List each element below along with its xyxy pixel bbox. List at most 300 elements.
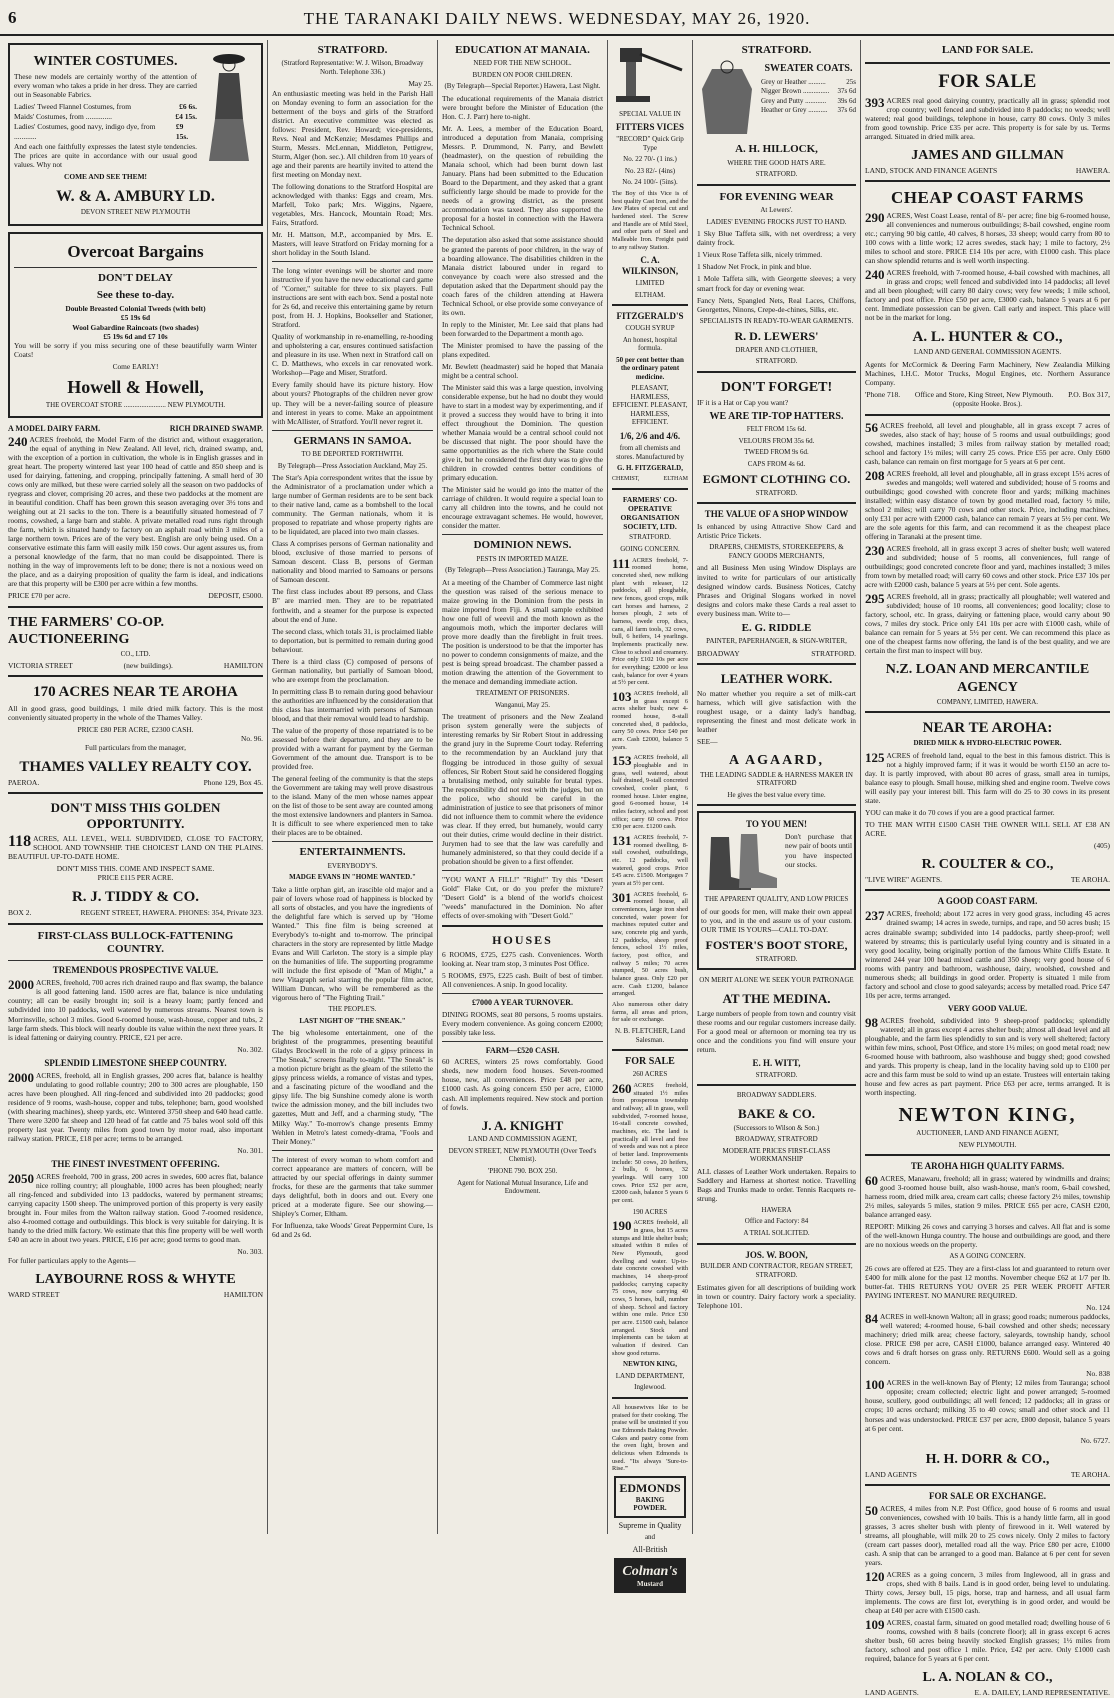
text-firm: A. L. HUNTER & CO.,	[912, 329, 1063, 346]
text-head3: THE FINEST INVESTMENT OFFERING.	[51, 1158, 220, 1169]
text-line: ON MERIT ALONE WE SEEK YOUR PATRONAGE	[699, 976, 854, 985]
text-p2: The treatment of prisoners and the New Zealand prison system generally were the subjects of interesting remarks by Sir Robert Stout in addressing the grand jury in the Supreme Court today. Referring to the recommendation by an Auckland jury that flogging be introduced in those guilty of sexual offences, Sir Robert Stout said he considered flogging a brutalising method, only suitable for brutal types. The responsibility did not rest with the judges, but on the police, who should be careful in the administration of justice to see that prisoners of minor did not influence them to commit where the evidence was clear. If they erred, but humanely, would carry out their duties, crime would decline in their district. Jurymen had to see that the law was carefully and humanely administered, so that they could decide if a probation should be given to a first offender.	[442, 712, 603, 866]
text-lead2: 120	[865, 1569, 885, 1584]
text-lead5: 301	[612, 889, 632, 905]
text-town: STRATFORD.	[755, 488, 798, 497]
text-text: of our goods for men, will make their own appeal to you, and in the end assure us of your custom. OUR TIME IS YOURS—CALL TO-DAY.	[701, 906, 852, 935]
text-title: SWEATER COATS.	[764, 63, 853, 75]
text-town: HAMILTON	[223, 1290, 263, 1300]
text-heading: £7000 A YEAR TURNOVER.	[472, 997, 573, 1007]
text-text: ACRES, freehold; about 172 acres in very good grass, including 45 acres drained swamp; 14 acres in swede, turnips, and rape, and 50 acres bush; 15 acres drainable swamp; subdivided into 14 paddocks, partly sheep-proof; well watered by streams; this is particularly useful lying country and is situated in a very good locality, being originally portion of the famous White Cliffs Estate. It wintered 244 year 100 head mixed cattle and 350 sheep; very good house of 6 rooms with pantry and bathroom, washhouse, dairy, woolshed, cowshed and numerous sheds; all buildings in good order. Property is situated 1 mile from factory and school and close to good saleyards; access by metalled road. Price £47 10s per acre, terms arranged.	[865, 909, 1110, 1000]
text-text: Estimates given for all descriptions of building work in town or country. Dairy factory work a speciality. Telephone 101.	[697, 1282, 856, 1310]
text-sub2: TREATMENT OF PRISONERS.	[475, 689, 570, 698]
text-title: DON'T MISS THIS GOLDEN OPPORTUNITY.	[50, 800, 221, 832]
text-text1: ACRES, West Coast Lease, rental of 8/- per acre; fine big 6-roomed house, all conveniences and numerous outbuildings; 8-bail cowshed, engine room etc.; carrying 90 big cattle, 40 calves, 8 horses, 33 sheep; would carry from 80 to 100 cows with a little work; 12 acres swedes, stack hay; 1 mile to factory, 2½ miles to school and store. PRICE £14 10s per acre, with £1000 cash. This place can show splendid returns and is well worth inspecting.	[865, 210, 1110, 265]
text-text: All housewives like to be praised for their cooking. The praise will be unstinted if you use Edmonds Baking Powder. Cakes and pastry come from the oven light, brown and delicious when Edmonds is used. "Its always 'Sure-to-Rise.'"	[612, 1403, 688, 1473]
text-lead2: 190	[612, 1218, 632, 1234]
text-name: Ladies' Tweed Flannel Costumes, from	[14, 102, 132, 112]
text-logo2: BAKING POWDER.	[633, 1495, 667, 1513]
winter-costumes-ad	[8, 43, 263, 226]
text-cta: DON'T MISS THIS. COME AND INSPECT SAME.	[56, 864, 215, 874]
text-lead1: 56	[865, 419, 878, 435]
text-name: Maids' Costumes, from ..............	[14, 112, 113, 122]
text-street: WARD STREET	[8, 1290, 60, 1300]
overcoat-price: £5 19s 6d	[120, 313, 151, 323]
howell-firm: Howell & Howell,	[67, 376, 204, 397]
text-lead2: 240	[865, 266, 885, 282]
text-agent: N. B. FLETCHER, Land Salesman.	[615, 1027, 685, 1044]
text-no2: No. 838	[1086, 1369, 1110, 1379]
vice-illustration-icon	[612, 40, 687, 106]
text-opp: (opposite Hooke. Bros.).	[952, 400, 1023, 409]
text-sub3: LAND DEPARTMENT,	[615, 1371, 685, 1380]
text-phone: 'PHONE 790. BOX 250.	[487, 1167, 558, 1176]
winter-note: And each one faithfully expresses the latest style tendencies. The prices are quite in accordance with our usual good values. Why not	[14, 141, 197, 169]
text-p1: The Star's Apia correspondent writes that the issue by the Administrator of a proclamation under which a large number of German residents are to be sent back to their native land, came as a bombshell to the local community. The German nationals, whom it is proposed to repatriate and whose property rights are to be liquidated, are placed into two main classes.	[272, 473, 433, 537]
text-text1: ACRES, 4 miles from N.P. Post Office, good house of 6 rooms and usual conveniences, cowshed with 10 bails. This is a handy little farm, all in good grasses, 3 acres shelter bush with plenty of firewood in it. Well watered by streams, all ploughable, will milk 20 to 25 cows nicely. Only 2 miles to factory (cream cart passes door), metalled road all the way. Price £80 per acre, £1000 cash. A snip that can be arranged to a good man. Balance at 6 per cent for seven years.	[865, 1503, 1110, 1567]
land-for-sale-heading: LAND FOR SALE.	[941, 44, 1034, 56]
text-text: ACRES freehold, the Model Farm of the district and, without exaggeration, the equal of anything in New Zealand. All level, rich, drained swamp, and, with the exception of a portion in cultivation, the whole is in English grasses and in great heart. The property wintered last year 100 head of cattle and 850 sheep and is used for dairying, fattening, and cropping, principally fattening. A small herd of 30 cows only are milked, but these were carried solely all the season on two paddocks of ryegrass and clover, comprising 20 acres, and these two paddocks at the moment are in beautiful condition. Chaff has been grown this season averaging over 3½ tons and weighing out at 21 sacks to the ton. There is a beautifully situated homestead of 7 rooms, cowshed, a large barn and stable. A private metalled road runs right through the farm, which is situated handy to factory on an asphalt road within 3 miles of a large northern town. Prices are of the very best. English are only being used. On a conservative estimate this farm will easily milk 150 cows. Our agent assures us, from a personal knowledge of the farm, that no man could be disappointed. There is nothing in the way of improvements left to be done; there is not a noxious weed on the place, and as a dairying proposition of quality the farm is ideal, and indications are that this property will be £300 per acre within a few months.	[8, 434, 263, 589]
newspaper-title: THE TARANAKI DAILY NEWS. WEDNESDAY, MAY 26, 1920.	[303, 9, 811, 28]
text-text: 60 ACRES, winters 25 rows comfortably. Good sheds, new modern food houses. Seven-roomed house, new, all conveniences. Price £48 per acre, £1000 cash. As going concern £50 per acre, £1000 cash. All implements required. New stock and portion of fowls.	[442, 1057, 603, 1112]
text-firm: R. D. LEWERS'	[734, 329, 819, 344]
text-heading: HOUSES	[492, 933, 553, 948]
text-firm: A. H. HILLOCK,	[735, 143, 818, 156]
text-sub: BUILDER AND CONTRACTOR, REGAN STREET, STRATFORD.	[700, 1262, 853, 1279]
text-title: A GOOD COAST FARM.	[937, 896, 1038, 907]
text-list: DRAPERS, CHEMISTS, STOREKEEPERS, & FANCY GOODS MERCHANTS,	[709, 543, 844, 560]
text-p7: The Minister said this was a large question, involving considerable expense, but he had no doubt they would have to start in a modest way by experimenting, and if it proved a success they would have to bring it into effect throughout the Dominion. The question whether Manaia would be a central school could not be discussed that night. The poor should have the same opportunities as the rich where the State could give it, but he considered the first duty was to give the children in crowded centres better conditions of primary education.	[442, 382, 603, 483]
text-p3: The first class includes about 89 persons, and Class B" are married men. They are to be repatriated forthwith, and a steamer for the purpose is expected about the end of June.	[272, 587, 433, 624]
text-box: P.O. Box 317,	[1068, 389, 1110, 399]
text-quality: TE AROHA HIGH QUALITY FARMS.	[910, 1161, 1065, 1172]
column-2	[268, 40, 438, 1534]
text-p2: Class A comprises persons of German nationality and blood, exclusive of those married to persons of Samoan descent. Class B, persons of German nationality and blood married to Samoans or persons of Samoan descent.	[272, 539, 433, 585]
text-lead3: 109	[865, 1617, 885, 1633]
text-hawera: HAWERA	[761, 1205, 792, 1214]
ambury-address: DEVON STREET NEW PLYMOUTH	[80, 208, 191, 217]
text-agent: Agent for National Mutual Insurance, Life and Endowment.	[457, 1178, 588, 1196]
howell-address: THE OVERCOAT STORE ........................ NEW PLYMOUTH.	[45, 400, 226, 409]
text-text4: ACRES freehold, 7-roomed dwelling, 8-stall cowshed, outbuildings, etc. 12 paddocks, well watered, good crops. Price £45 acre. £1500. Mortgages 7 years at 5½ per cent.	[612, 834, 688, 888]
text-title: LEATHER WORK.	[720, 670, 833, 686]
text-p1: 6 ROOMS, £725, £275 cash. Conveniences. Worth looking at. Near tram stop, 3 minutes Post Office.	[442, 949, 603, 968]
overcoat-line2: See these to-day.	[96, 289, 175, 302]
entertainments-heading: ENTERTAINMENTS.	[299, 846, 406, 859]
text-sub: EVERYBODY'S.	[327, 861, 378, 870]
text-text: The Boy of this Vice is of best quality Cast Iron, and the Jaw Plates of special cut and hardened steel. The Screw and Handle are of Mild Steel, and other parts of Steel and Malleable Iron. Freight paid to any railway Station.	[612, 189, 688, 251]
text-no1: No. 124	[1086, 1303, 1110, 1313]
text-p8: The general feeling of the community is that the steps the Government are taking may well prove disastrous to the island. Many of the men whose names appear on the list of those to be sent away are counted among the most extensive landowners and planters in Samoa. It is difficult to see where experienced men to take their places are to be obtained.	[272, 774, 433, 838]
boots-illustration-icon	[701, 832, 781, 894]
text-name: Heather or Grey ...........	[761, 106, 828, 115]
text-sub: TO BE DEPORTED FORTHWITH.	[301, 450, 404, 458]
text-text2: ACRES freehold, all level and ploughable, all in grass except 15½ acres of swedes and mangolds; well watered and subdivided; house of 5 rooms and outbuildings; good cowshed with concrete floor and yards; milking machines installed; within easy distance of town by good metalled road, factory ½ mile, school 2 miles; will carry 70 cows and other stock. Price, including machines, only £31 per acre with £2000 cash, balance can remain 7 years at 5½ per cent. We are the sole agents for this farm, and can recommend it as the cheapest place offering in Taranaki at the present time.	[865, 468, 1110, 542]
text-firm: E. G. RIDDLE	[741, 621, 812, 634]
bullock-country-ad	[8, 930, 263, 1300]
text-p1: Take a little orphan girl, an irascible old major and a pair of lovers whose road of happiness is blocked by all sorts of obstacles, and you have the ingredients of the delightful fare which is served up by "Home Wanted." This fine film is being screened at Everybody's to-night and to-morrow. The principal characters in the story are represented by little Madge Evans and Will Carleton. The story is a simple play on the humanities of life. The supporting programme will include the first episode of "Man of Might," a new Vitagraph serial starring the popular film actor, William Duncan, who will be remembered as the vigorous hero of "The Fighting Trail."	[272, 884, 433, 1003]
text-lead: 125	[865, 749, 885, 765]
text-town: ELTHAM.	[634, 290, 666, 299]
text-sub: PESTS IN IMPORTED MAIZE.	[476, 554, 569, 563]
text-p1: At a meeting of the Chamber of Commerce last night the question was raised of the serious menace to maize growing in the Dominion from the pests in maize imported from Fiji. A small sample exhibited how one full of weevil and the moth known as the angoumois moth, which the importer declares will prove more deadly than the fireblight in fruit trees. The position is understood to be that the importer has no power to condemn consignments of maize, and the pest is being spread broadcast. The chamber passed a motion drawing the attention of the Government to the menace and demanding immediate action.	[442, 577, 603, 687]
text-name: Grey and Putty ............	[761, 96, 827, 105]
text-street: BROADWAY	[697, 648, 740, 658]
text-text2: ACRES freehold, all in grass, but 15 acres stumps and little shelter bush; situated within 8 miles of New Plymouth, good dwelling and water. Up-to-date concrete cowshed with machines, 14 sheep-proof paddocks; carrying capacity 75 cows, now carrying 40 cows, 5 horses, bull, number of sheep. School and factory within one mile. Price £30 per acre. £1500 cash, balance arranged. Stock and implements can be taken at valuation if desired. Can show good returns.	[612, 1219, 688, 1357]
text-street: CHEMIST,	[612, 475, 640, 482]
text-office: Office and Factory: 84	[744, 1217, 809, 1226]
text-deposit: DEPOSIT, £5000.	[208, 591, 263, 601]
text-phone: 'Phone 718.	[865, 389, 901, 399]
text-agents: Agents for McCormick & Deering Farm Machinery, New Zealandia Milking Machines, I.H.C. Motor Trucks, Mogul Engines, etc. Northern Assurance Company.	[865, 359, 1110, 387]
overcoat-ad	[8, 232, 263, 418]
text-text: ACRES real good dairying country, practically all in grass; splendid root crop country; well fenced and subdivided into 8 paddocks; no weeds; well watered; real good buildings, telephone in house, carry 80 cows. Only 3 miles from good township. Price £35 per acre. This property is for sale by us. Terms arranged. Situated in dried milk area.	[865, 95, 1110, 141]
text-text: ACRES freehold, 7-roomed home, concreted shed, new milking plant with releaser, 12 paddocks, all ploughable, new fences, good crops, milk cart horses and harness, 2 horses plough, 2 sets of harness, swede crop, discs, cans, all farm tools, 32 cows, bull, 6 heifers, 14 yearlings. Implements practically new. Close to school and creamery. Price only £102 10s per acre for everything; £2000 or less cash, balance for over 4 years at 5½ per cent.	[612, 556, 688, 687]
text-town: Inglewood.	[634, 1383, 666, 1392]
text-firm: R. COULTER & CO.,	[921, 857, 1054, 873]
text-town: TE AROHA.	[1070, 875, 1110, 885]
text-firm: JOS. W. BOON,	[745, 1249, 808, 1260]
text-lead1: 50	[865, 1502, 878, 1518]
te-aroha-170-ad	[8, 683, 263, 787]
overcoat-note: You will be sorry if you miss securing one of these beautifully warm Winter Coats!	[14, 340, 257, 359]
text-rep: E. A. DAILEY, LAND REPRESENTATIVE.	[974, 1688, 1110, 1698]
samoa-heading: GERMANS IN SAMOA.	[293, 434, 412, 447]
text-lead3: 100	[865, 1377, 885, 1393]
text-i3: 1 Shadow Net Frock, in pink and blue.	[697, 262, 812, 272]
text-text: Large numbers of people from town and country visit these rooms and our regular customers increase daily. For a good meal or afternoon or morning tea try us once and the conditions you find will ensure your return.	[697, 1008, 856, 1054]
text-name: Ladies' Costumes, good navy, indigo dye, from ............	[14, 122, 156, 141]
ambury-firm: W. & A. AMBURY LD.	[56, 187, 215, 205]
text-p7: The value of the property of those repatriated is to be assessed before their departure, and they are to be provided with a warrant for payment by the German Government of the amount due. Transport is to be provided free.	[272, 725, 433, 771]
page-number: 6	[8, 8, 17, 27]
text-no: (405)	[1093, 841, 1110, 851]
text-no3: No. 303.	[237, 1247, 263, 1257]
text-title: FARMERS' CO-OPERATIVE ORGANISATION SOCIETY, LTD.	[620, 494, 680, 532]
text-text: ACRES of freehold land, equal to the best in this famous district. This is not a highly improved farm; if it was it would be worth £150 an acre to-day. It is partly improved, with about 80 acres of grass, small area in turnips, balance easy to plough. Small house, milking shed and engine room. Twelve cows will easily pay your interest bill. This farm will do 25 to 30 cows in its present state.	[865, 750, 1110, 806]
column-3	[438, 40, 608, 1534]
overcoat-line1: DON'T DELAY	[98, 271, 173, 284]
winter-intro: These new models are certainly worthy of the attention of every woman who takes a pride in her dress. They are carried out in Seasonable Fabrics.	[14, 72, 197, 100]
text-line: (Successors to Wilson & Son.)	[733, 1123, 820, 1132]
text-town2: TE AROHA.	[1070, 1469, 1110, 1479]
text-firm: A AGAARD,	[728, 752, 824, 768]
text-lead: 237	[865, 908, 885, 924]
text-lead: 118	[8, 833, 32, 851]
overcoat-cta: Come EARLY!	[112, 361, 159, 371]
text-name: Grey or Heather ..........	[761, 77, 826, 86]
text-text: Is enhanced by using Attractive Show Card and Artistic Price Tickets.	[697, 522, 856, 541]
text-office: Office and Store, King Street, New Plymouth.	[914, 389, 1054, 399]
text-p4: The long winter evenings will be shorter and more instructive if you have the new educational card game of "Corner," suitable for three to six players. Full instructions are sent with each box. Send a postal note for 2s 6d, and receive this entertaining game by return post, from H. J. Hopkins, Bookseller and Stationer, Stratford.	[272, 266, 433, 330]
text-i4: 1 Mole Taffeta silk, with Georgette sleeves; a very smart frock for day or evening wear.	[697, 274, 856, 293]
text-lead: 240	[8, 433, 28, 449]
text-town: HAMILTON	[223, 661, 263, 671]
text-text: "YOU WANT A FILL!" "Right!" Try this "Desert Gold" Flake Cut, or do you prefer the mixture? "Desert Gold" is a blend of the world's choicest "weeds" manufactured in the Dominion. No after effects of over-smoking with "Desert Gold."	[442, 874, 603, 920]
text-text3: ACRES freehold, 700 in grass, 200 acres in swedes, 600 acres flat, balance nice rolling country; all ploughable, 1000 acres has been ploughed; nearly all ring-fenced and subdivided into 13 paddocks, watered by permanent streams; carrying capacity 1500 sheep. The unimproved portion of this property is very easily brought in. Four miles from the Walton railway station. Good 7-roomed residence, also 4-roomed cottage and outbuildings. This block is very suitable for dairying. It is handy to the dried milk factory. We estimate that this fine property will be well worth £40 an acre in about two years. PRICE, £16 per acre; good terms to good man.	[8, 1171, 263, 1245]
text-firm: JAMES AND GILLMAN	[911, 147, 1064, 163]
text-sub: BROADWAY SADDLERS.	[736, 1091, 817, 1100]
text-title: FOR SALE OR EXCHANGE.	[928, 1490, 1046, 1501]
text-price: 37s 6d	[837, 106, 856, 115]
text-title: FOR SALE	[938, 71, 1037, 93]
text-text2: ACRES in well-known Walton; all in grass; good roads; numerous paddocks, well watered; 4-roomed house, 6-bail cowshed and other sheds; necessary machinery; dried milk area; cheese factory, saleyards, township handy, school close. PRICE £98 per acre, CASH £1000, balance arranged easy. Wintered 40 cows and 6 draft horses on grass only. RETURNS £600. Would sell as a going concern.	[865, 1312, 1110, 1367]
text-i1: 1 Sky Blue Taffeta silk, with net overdress; a very dainty frock.	[697, 229, 856, 248]
text-sub: LAND AND GENERAL COMMISSION AGENTS.	[913, 348, 1062, 357]
text-price: 1/6, 2/6 and 4/6.	[619, 431, 681, 442]
masthead	[0, 0, 1114, 36]
text-p2: Mr. A. Lees, a member of the Education Board, introduced a deputation from Manaia, comprising Messrs. P. Drummond, N. Parry, and Bewlett (headmaster), on the question of rebuilding the Manaia school, which had been burnt down last January. Plans had been submitted to the Education Board to the Department, and they asked that a grant sufficiently large should be made to provide for the needs of a growing district, as the present accommodation was taxed. They also supported the proposal for a hostel in connection with the Hawera Technical School.	[442, 124, 603, 233]
golden-opportunity-ad	[8, 800, 263, 917]
text-firm: L. A. NOLAN & CO.,	[922, 1670, 1053, 1686]
text-sub2: THE PEOPLE'S.	[328, 1005, 377, 1014]
text-side: Don't purchase that new pair of boots until you have inspected our stocks.	[785, 832, 852, 869]
text-text2: and all Business Men using Window Displays are invited to write for particulars of our artistically designed window cards. Business Notices, Catchy Phrases and Original Slogans worked in novel designs and colors make these Cards a real asset to every business man. Write to—	[697, 563, 856, 618]
text-sub: LIMITED	[635, 279, 665, 288]
text-price: £6 6s.	[179, 102, 197, 112]
text-p4: For Influenza, take Woods' Great Peppermint Cure, 1s 6d and 2s 6d.	[272, 1220, 433, 1239]
text-p2: 5 ROOMS, £975, £225 cash. Built of best of timber. All conveniences. A snip. In good locality.	[442, 970, 603, 989]
text-text3: ACRES, coastal farm, situated on good metalled road; dwelling house of 6 rooms, cowshed with 8 bails (concrete floor); all in grass except 6 acres shelter bush, 60 acres being heavily stocked English grasses; 1½ miles from factory, school and post office 1 mile. Price, £42 per acre. Only £1000 cash required, balance for 5 years at 6 per cent.	[865, 1618, 1110, 1664]
text-sub2: BURDEN ON POOR CHILDREN.	[472, 70, 573, 79]
text-sub: DRIED MILK & HYDRO-ELECTRIC POWER.	[913, 739, 1062, 748]
text-line3: All-British	[632, 1544, 668, 1554]
text-price: 37s 6d	[837, 87, 856, 96]
text-byline: (By Telegraph—Special Reporter.) Hawera, Last Night.	[444, 82, 601, 91]
text-special: SPECIALISTS IN READY-TO-WEAR GARMENTS.	[699, 316, 854, 325]
text-town: STRATFORD.	[811, 648, 856, 658]
text-lead2: 84	[865, 1311, 878, 1327]
text-sub: At Lewers'.	[760, 206, 793, 215]
text-i1: FELT FROM 15s 6d.	[746, 425, 807, 434]
text-price: 25s	[846, 77, 856, 86]
text-lead1: 60	[865, 1173, 878, 1189]
text-sub: COMPANY, LIMITED, HAWERA.	[936, 697, 1039, 706]
text-p1: The educational requirements of the Manaia district were brought before the Minister of Education (the Hon. C. J. Parr) here to-night.	[442, 94, 603, 122]
text-p3: The interest of every woman to whom comfort and correct appearance are matters of concern, will be attracted by our special offerings in dainty summer frocks, for these are the garments that take summer days delightful, both in doors and out. Every one priced at a moderate figure. See our showing.—Shipley's Corner, Eltham.	[272, 1154, 433, 1218]
text-price: PRICE £70 per acre.	[8, 591, 71, 601]
text-town: STRATFORD.	[755, 357, 798, 366]
text-p3: PLEASANT, HARMLESS, EFFICIENT. PLEASANT, HARMLESS, EFFICIENT.	[612, 384, 688, 427]
column-1	[4, 40, 268, 1534]
text-byline2: Wanganui, May 25.	[494, 700, 551, 709]
stratford-ads-heading: STRATFORD.	[741, 44, 812, 56]
text-text: No matter whether you require a set of milk-cart harness, which will give satisfaction with the roughest usage, or a dainty lady's handbag, representing the finest and most delicate work in leather	[697, 688, 856, 734]
text-logo2: Mustard	[636, 1579, 664, 1588]
text-address: DEVON STREET, NEW PLYMOUTH (Over Teed's Chemist).	[448, 1146, 597, 1164]
text-text2: ACRES freehold, subdivided into 9 sheep-proof paddocks; splendidly watered; all in grass except 4 acres shelter bush; almost all dead level and all ploughable, and the farm lies splendidly to sun and is very well sheltered; factory within few mins, school, Post Office, and store 1½ miles; on good metal road; new 6-roomed house with bathroom, also washhouse and buggy shed; good cowshed and yards. This property is cheap, land in the locality having sold up to £100 per acre and this farm must be sold to wind up an estate. Trustees will entertain taking house and few acres as part payment. Price £63 per acre, terms arranged. It is worth inspecting.	[865, 1015, 1110, 1097]
text-text2: ACRES as a going concern, 3 miles from Inglewood, all in grass and crops, shed with 8 bails. Land is in good order, being level to undulating. Thirty cows, Jersey bull, 15 pigs, horse, trap and harness, and all usual farm implements. The cows are first lot, everything is in good order, and would be cheap at £40 per acre with £1500 cash.	[865, 1570, 1110, 1616]
text-lead4: 295	[865, 591, 885, 607]
text-firm: THAMES VALLEY REALTY COY.	[19, 758, 252, 775]
model-dairy-farm-ad	[8, 424, 263, 600]
text-name: J. A. KNIGHT	[481, 1117, 564, 1133]
text-p1: No. 22 70/- (1 ins.)	[623, 155, 677, 164]
text-text2: ACRES freehold, all in grass except 6 acres shelter bush; new 4-roomed house, 8-stall concreted shed, 8 paddocks, carry 50 cows. Price £40 per acre. Cash £2000, balance 5 years.	[612, 689, 688, 751]
text-title: MADGE EVANS IN "HOME WANTED."	[289, 873, 416, 882]
text-box: BOX 2.	[8, 908, 32, 918]
text-firm: N.Z. LOAN AND MERCANTILE AGENCY	[885, 662, 1090, 695]
overcoat-item: Wool Gabardine Raincoats (two shades)	[72, 322, 199, 332]
text-text: DINING ROOMS, seat 80 persons, 5 rooms upstairs. Every modern convenience. As going concern £2000; possibly take less.	[442, 1009, 603, 1037]
text-i3: TWEED FROM 9s 6d.	[744, 448, 809, 457]
text-lead: 111	[612, 555, 631, 571]
text-town: STRATFORD.	[629, 533, 671, 542]
text-firm: C. A. WILKINSON,	[621, 255, 679, 277]
text-p3: The deputation also asked that some assistance should be granted the parents of poor children, in the way of a boarding allowance. The disabilities children in the Manaia district laboured under in regard to conveyance by coach were also stressed and the deputation asked that the Department should pay the coach fares of the children attending at Hawera Technical School, or else provide some conveyance of its own.	[442, 235, 603, 317]
text-address: BROADWAY, STRATFORD	[735, 1135, 818, 1144]
text-title: EGMONT CLOTHING CO.	[702, 472, 851, 487]
text-title2: LAST NIGHT OF "THE SNEAK."	[299, 1016, 406, 1025]
text-line1: Supreme in Quality	[618, 1520, 682, 1530]
text-heading: FARM—£520 CASH.	[485, 1045, 560, 1055]
text-price: PRICE £115 PER ACRE.	[97, 873, 174, 883]
text-sub: AUCTIONEER, LAND AND FINANCE AGENT,	[916, 1129, 1059, 1138]
text-byline: By Telegraph—Press Association Auckland, May 25.	[277, 461, 428, 470]
text-sub1: NEED FOR THE NEW SCHOOL.	[473, 59, 572, 68]
text-p3: No. 24 100/- (5ins).	[622, 178, 678, 187]
text-title: FITZGERALD'S	[616, 311, 684, 322]
text-town: STRATFORD.	[755, 170, 798, 179]
text-text: ACRES, ALL LEVEL, WELL SUBDIVIDED, CLOSE TO FACTORY, SCHOOL AND TOWNSHIP. THE CHOICEST LAND ON THE PLAINS. BEAUTIFUL UP-TO-DATE HOME.	[8, 834, 263, 862]
text-text: ACRES freehold, situated 1½ miles from prosperous township and railway; all in grass, well subdivided, 7-roomed house, 16-stall concrete cowshed, machines, etc. The land is practically all level and free of weeds and was not a piece of better land. Improvements include: 50 cows, 20 heifers, 2 bulls, 6 horses, 32 yearlings. Will carry 100 cows. Price £52 per acre, £2000 cash, balance 5 years 6 per cent.	[612, 1081, 688, 1205]
text-title: NEAR TE AROHA:	[922, 720, 1053, 737]
text-text: IF it is a Hat or Cap you want?	[697, 397, 789, 407]
text-title: AT THE MEDINA.	[722, 990, 831, 1006]
text-town: PAEROA.	[8, 778, 40, 788]
text-lead4: 131	[612, 833, 632, 849]
winter-item	[14, 112, 197, 121]
text-text1: ACRES, freehold, 700 acres rich drained raupo and flax swamp, the balance is all good fattening land. 1500 acres are flat, balance is nice undulating country; all can be easily brought in; soil is a heavy loam; partly fenced and subdivided into 10 paddocks, well watered by numerous streams. Nearest town is Morrinsville, school 3 miles. Good 6-roomed house, wash-house, copper and tubs, 2 large farm sheds. This block will nearly double its value within the next three years. It is ideal fattening or dairying country. PRICE, £21 per acre.	[8, 978, 263, 1042]
text-model: "RECORD" Quick Grip Type	[616, 135, 684, 152]
text-town: STRATFORD.	[755, 954, 798, 963]
text-text5: ACRES freehold, 6-roomed house, all conveniences, large iron shed concreted, water power for machines reputed cutter and saw, concrete pig and yards, 12 paddocks, sheep proof fences, school 1½ miles, factory, post office, and railway 5 miles; 70 acres stumped, 50 acres bush, balance grass. Only £20 per acre. Cash £1200, balance arranged.	[612, 890, 688, 998]
text-text3: ACRES freehold, all ploughable and in grass, well watered, about half drained, 9-stall concreted cowshed, cooler plant, 6 roomed house. Lister engine, good 6-roomed house, 14 miles factory, school and post office; carry 60 cows. Price £30 per acre. £1200 cash.	[612, 754, 688, 831]
text-title: FIRST-CLASS BULLOCK-FATTENING COUNTRY.	[37, 929, 234, 956]
text-text: Fancy Nets, Spangled Nets, Real Laces, Chiffons, Georgettes, Ninons, Crepe-de-chines, Silks, etc.	[697, 295, 856, 314]
text-further: For fuller particulars apply to the Agents—	[8, 1256, 136, 1266]
text-no: No. 96.	[241, 733, 263, 743]
text-p1: An enthusiastic meeting was held in the Parish Hall on Monday evening to form an association for the betterment of the boys and girls of the Stratford district. An executive committee was elected as follows: President, Rev. Howard; vice-presidents, Revs. Neal and McKenzie; Mesdames Phillips and Sturm, Messrs. McLennan, Middleton, Pettigrew, Sturm, Alger (hon. sec.). All children from 10 years of age and their parents are heartily invited to attend the first meeting on Monday next.	[272, 88, 433, 179]
text-sub: LAND AGENTS.	[865, 1688, 919, 1698]
text-p6: Mr. Bewlett (headmaster) said he hoped that Manaia might be a central school.	[442, 361, 603, 380]
text-sub: THE LEADING SADDLE & HARNESS MAKER IN STRATFORD	[700, 770, 853, 788]
text-sub: LAND, STOCK AND FINANCE AGENTS	[865, 165, 998, 175]
text-town: STRATFORD.	[755, 1070, 798, 1079]
text-text2: ACRES freehold, with 7-roomed house, 4-bail cowshed with machines, all in grass and crops; well fenced and subdivided into 14 paddocks; all level and all been ploughed; will carry 80 dairy cows; very few weeds; 1 mile school, factory and post office. Price £50 per acre, £3000 cash, balance 5 years at 6 per cent. Immediate possession can be given. Call early and inspect. This place will not be in the market for long.	[865, 267, 1110, 323]
text-heading: FOR SALE	[625, 1056, 675, 1068]
winter-title: WINTER COSTUMES.	[33, 54, 178, 69]
text-firm2: H. H. DORR & CO.,	[925, 1451, 1050, 1467]
winter-cta: COME AND SEE THEM!	[63, 171, 148, 181]
text-date: May 25.	[408, 79, 433, 89]
overcoat-item: Double Breasted Colonial Tweeds (with belt)	[65, 304, 206, 314]
text-price: £4 15s.	[175, 112, 197, 122]
text-firm: E. H. WITT,	[752, 1057, 801, 1068]
text-text1: ACRES freehold, all level and ploughable, all in grass except 7 acres of swedes, also stack of hay; house of 5 rooms and usual outbuildings; good cowshed, machines installed; 3 miles from railway station by metalled road; school and factory 1½ miles; will carry 25 cows. Price £55 per acre. Only £600 cash, balance can remain on first mortgage for 5 years at 6 per cent.	[865, 420, 1110, 466]
text-lead3: 2050	[8, 1170, 34, 1186]
text-firm: R. J. TIDDY & CO.	[71, 889, 200, 906]
text-head2: SPLENDID LIMESTONE SHEEP COUNTRY.	[44, 1057, 227, 1068]
stratford-heading: STRATFORD.	[317, 44, 388, 56]
column-4	[608, 40, 693, 1588]
text-i2: 1 Vieux Rose Taffeta silk, nicely trimmed.	[697, 250, 823, 260]
text-p8: The Minister said he would go into the matter of the carriage of children. It would require a special loan to carry all children into the towns, and he could not encourage extravagant schemes. He would, however, consider the matter.	[442, 485, 603, 531]
text-no1: No. 302.	[237, 1044, 263, 1054]
text-p2: No. 23 82/- (4ins)	[624, 166, 676, 175]
text-firm: NEWTON KING,	[898, 1103, 1077, 1126]
text-town: ELTHAM	[663, 475, 688, 482]
text-title: THE VALUE OF A SHOP WINDOW	[704, 509, 849, 520]
text-cash: TO THE MAN WITH £1500 CASH THE OWNER WILL SELL AT £38 AN ACRE.	[865, 820, 1110, 839]
text-text2: ACRES, freehold, all in English grasses, 200 acres flat, balance is healthy undulating to good rollable country; 200 to 300 acres are ploughable, 150 acres have been ploughed. All ring-fenced and subdivided into 20 paddocks; good residence of 9 rooms, wash-house, copper and tubs, telephone; barn, good woolshed (with shearing machines), sheep yards, etc. Wintered 3750 sheep and 640 head cattle. There were 3200 fat sheep and 120 head of fat cattle and 75 bales wool sold off this property last year. Twenty miles from good town by motor road, also important railway station. PRICE, £18 per acre; terms to be arranged.	[8, 1070, 263, 1143]
text-text1b: 26 cows are offered at £25. They are a first-class lot and guaranteed to return over £400 for milk alone for the past 12 months. November cheque £62 at 1/7 per lb. butter-fat. THIS RETURNS YOU OVER 25 PER WEEK PROFIT AFTER PAYING INTEREST. NO MANURE REQUIRED.	[865, 1264, 1110, 1301]
text-line2: and	[644, 1533, 656, 1542]
text-p4: from all chemists and stores. Manufactured by	[616, 443, 684, 461]
text-p6: In permitting class B to remain during good behaviour the authorities are influenced by the consideration that this class has intermarried with persons of Samoan blood, and that their removal would lead to hardship.	[272, 686, 433, 723]
text-sub: WHERE THE GOOD HATS ARE.	[727, 158, 826, 167]
text-price: 39s 6d	[837, 96, 856, 105]
text-particulars: Full particulars from the manager,	[85, 742, 186, 752]
column-6	[861, 40, 1114, 1698]
text-line2: MODERATE PRICES FIRST-CLASS WORKMANSHIP	[722, 1146, 831, 1164]
text-name: Nigger Brown ...............	[761, 87, 830, 96]
text-going: AS A GOING CONCERN.	[949, 1252, 1026, 1261]
text-no3: No. 6727.	[1080, 1435, 1110, 1445]
text-text4: ACRES freehold, all in grass; practically all ploughable; well watered and subdivided; house of 10 rooms, all conveniences; good locality; close to factory, school, etc. In grass, dairying or fattening place, would carry about 90 cows, 7 miles dry stock. Price only £41 10s per acre with £1000 cash, while of balance can remain for 5 years at 5½ per cent. We can recommend this place as one of the cheapest farms now offering, the land is of the best quality, and we are certain the first man to inspect will buy.	[865, 592, 1110, 656]
text-sub: VERY GOOD VALUE.	[947, 1003, 1028, 1013]
overcoat-title: Overcoat Bargains	[67, 241, 204, 261]
text-i2: VELOURS FROM 35s 6d.	[738, 436, 815, 445]
text-text1: ACRES, Manawaru, freehold; all in grass; watered by windmills and drains; good 3-roomed house built, also wash-house, man's room, 6-bail cowshed, harness room, dried milk area, cream cart calls; cheese factory 2½ miles, township 2½ miles, saleyards 5 miles, station 9 miles. PRICE £65 per acre, CASH £200, balance arranged easy.	[865, 1174, 1110, 1220]
dominion-news-heading: DOMINION NEWS.	[473, 539, 572, 552]
text-town: HAWERA.	[1075, 165, 1110, 175]
text-lead3: 153	[612, 753, 632, 769]
text-title: FITTERS VICES	[615, 122, 685, 133]
text-address: REGENT STREET, HAWERA. PHONES: 354, Private 323.	[80, 908, 263, 918]
text-firm: FOSTER'S BOOT STORE,	[705, 938, 848, 953]
text-town: NEW PLYMOUTH.	[958, 1140, 1017, 1149]
text-text3: ACRES in the well-known Bay of Plenty; 12 miles from Tauranga; school opposite; cream collected; electric light and power arranged; 5-roomed house, scullery, good outbuildings; all well fenced; 12 paddocks; all in grass or crops; 10 acres orchard; milking 35 to 40 cows; small and other stock and 11 horses and was understocked. PRICE £37 per acre, £800 deposit, balance 5 years at 6 per cent.	[865, 1378, 1110, 1433]
text-price: £9 15s.	[175, 122, 189, 141]
text-text: All in good grass, good buildings, 1 mile dried milk factory. This is the most conveniently situated property in the whole of the Thames Valley.	[8, 703, 263, 722]
text-title: DON'T FORGET!	[720, 379, 833, 395]
text-see: SEE—	[697, 736, 718, 746]
text-sub: COUGH SYRUP	[625, 324, 675, 333]
text-quality: THE APPARENT QUALITY, AND LOW PRICES	[704, 895, 849, 904]
text-byline: (By Telegraph—Press Association.) Tauranga, May 25.	[445, 566, 600, 575]
lady-costume-illustration-icon	[201, 49, 257, 167]
text-street: VICTORIA STREET	[8, 661, 73, 671]
text-line: "LIVE WIRE" AGENTS.	[865, 875, 943, 885]
text-sub: CO., LTD.	[120, 649, 151, 658]
text-p5: Quality of workmanship in re-enamelling, re-hooding and upholstering a car, ensures continued satisfaction and pleasure in its use. When next in Stratford call on C. D. Matthews, who excels in car renovated work. Workshop—Page and Miser, Stratford.	[272, 332, 433, 378]
text-p4: In reply to the Minister, Mr. Lee said that plans had been forwarded to the Department a month ago.	[442, 319, 603, 338]
column-5	[693, 40, 861, 1534]
text-sub2: 190 ACRES	[632, 1207, 668, 1216]
education-heading: EDUCATION AT MANAIA.	[455, 44, 590, 56]
text-logo1: Colman's	[622, 1563, 678, 1579]
text-line: He gives the best value every time.	[727, 790, 826, 799]
text-lead3: 230	[865, 543, 885, 559]
text-sub2: DRAPER AND CLOTHIER,	[735, 345, 818, 354]
text-lead2: 2000	[8, 1069, 34, 1085]
text-firm: LAYBOURNE ROSS & WHYTE	[35, 1272, 236, 1288]
text-sub2: LAND AGENTS	[865, 1469, 917, 1479]
text-p2: 50 per cent better than the ordinary patent medicine.	[616, 355, 684, 381]
text-firm: NEWTON KING,	[623, 1360, 677, 1369]
farmers-coop-firm: THE FARMERS' CO-OP. AUCTIONEERING	[8, 614, 164, 647]
